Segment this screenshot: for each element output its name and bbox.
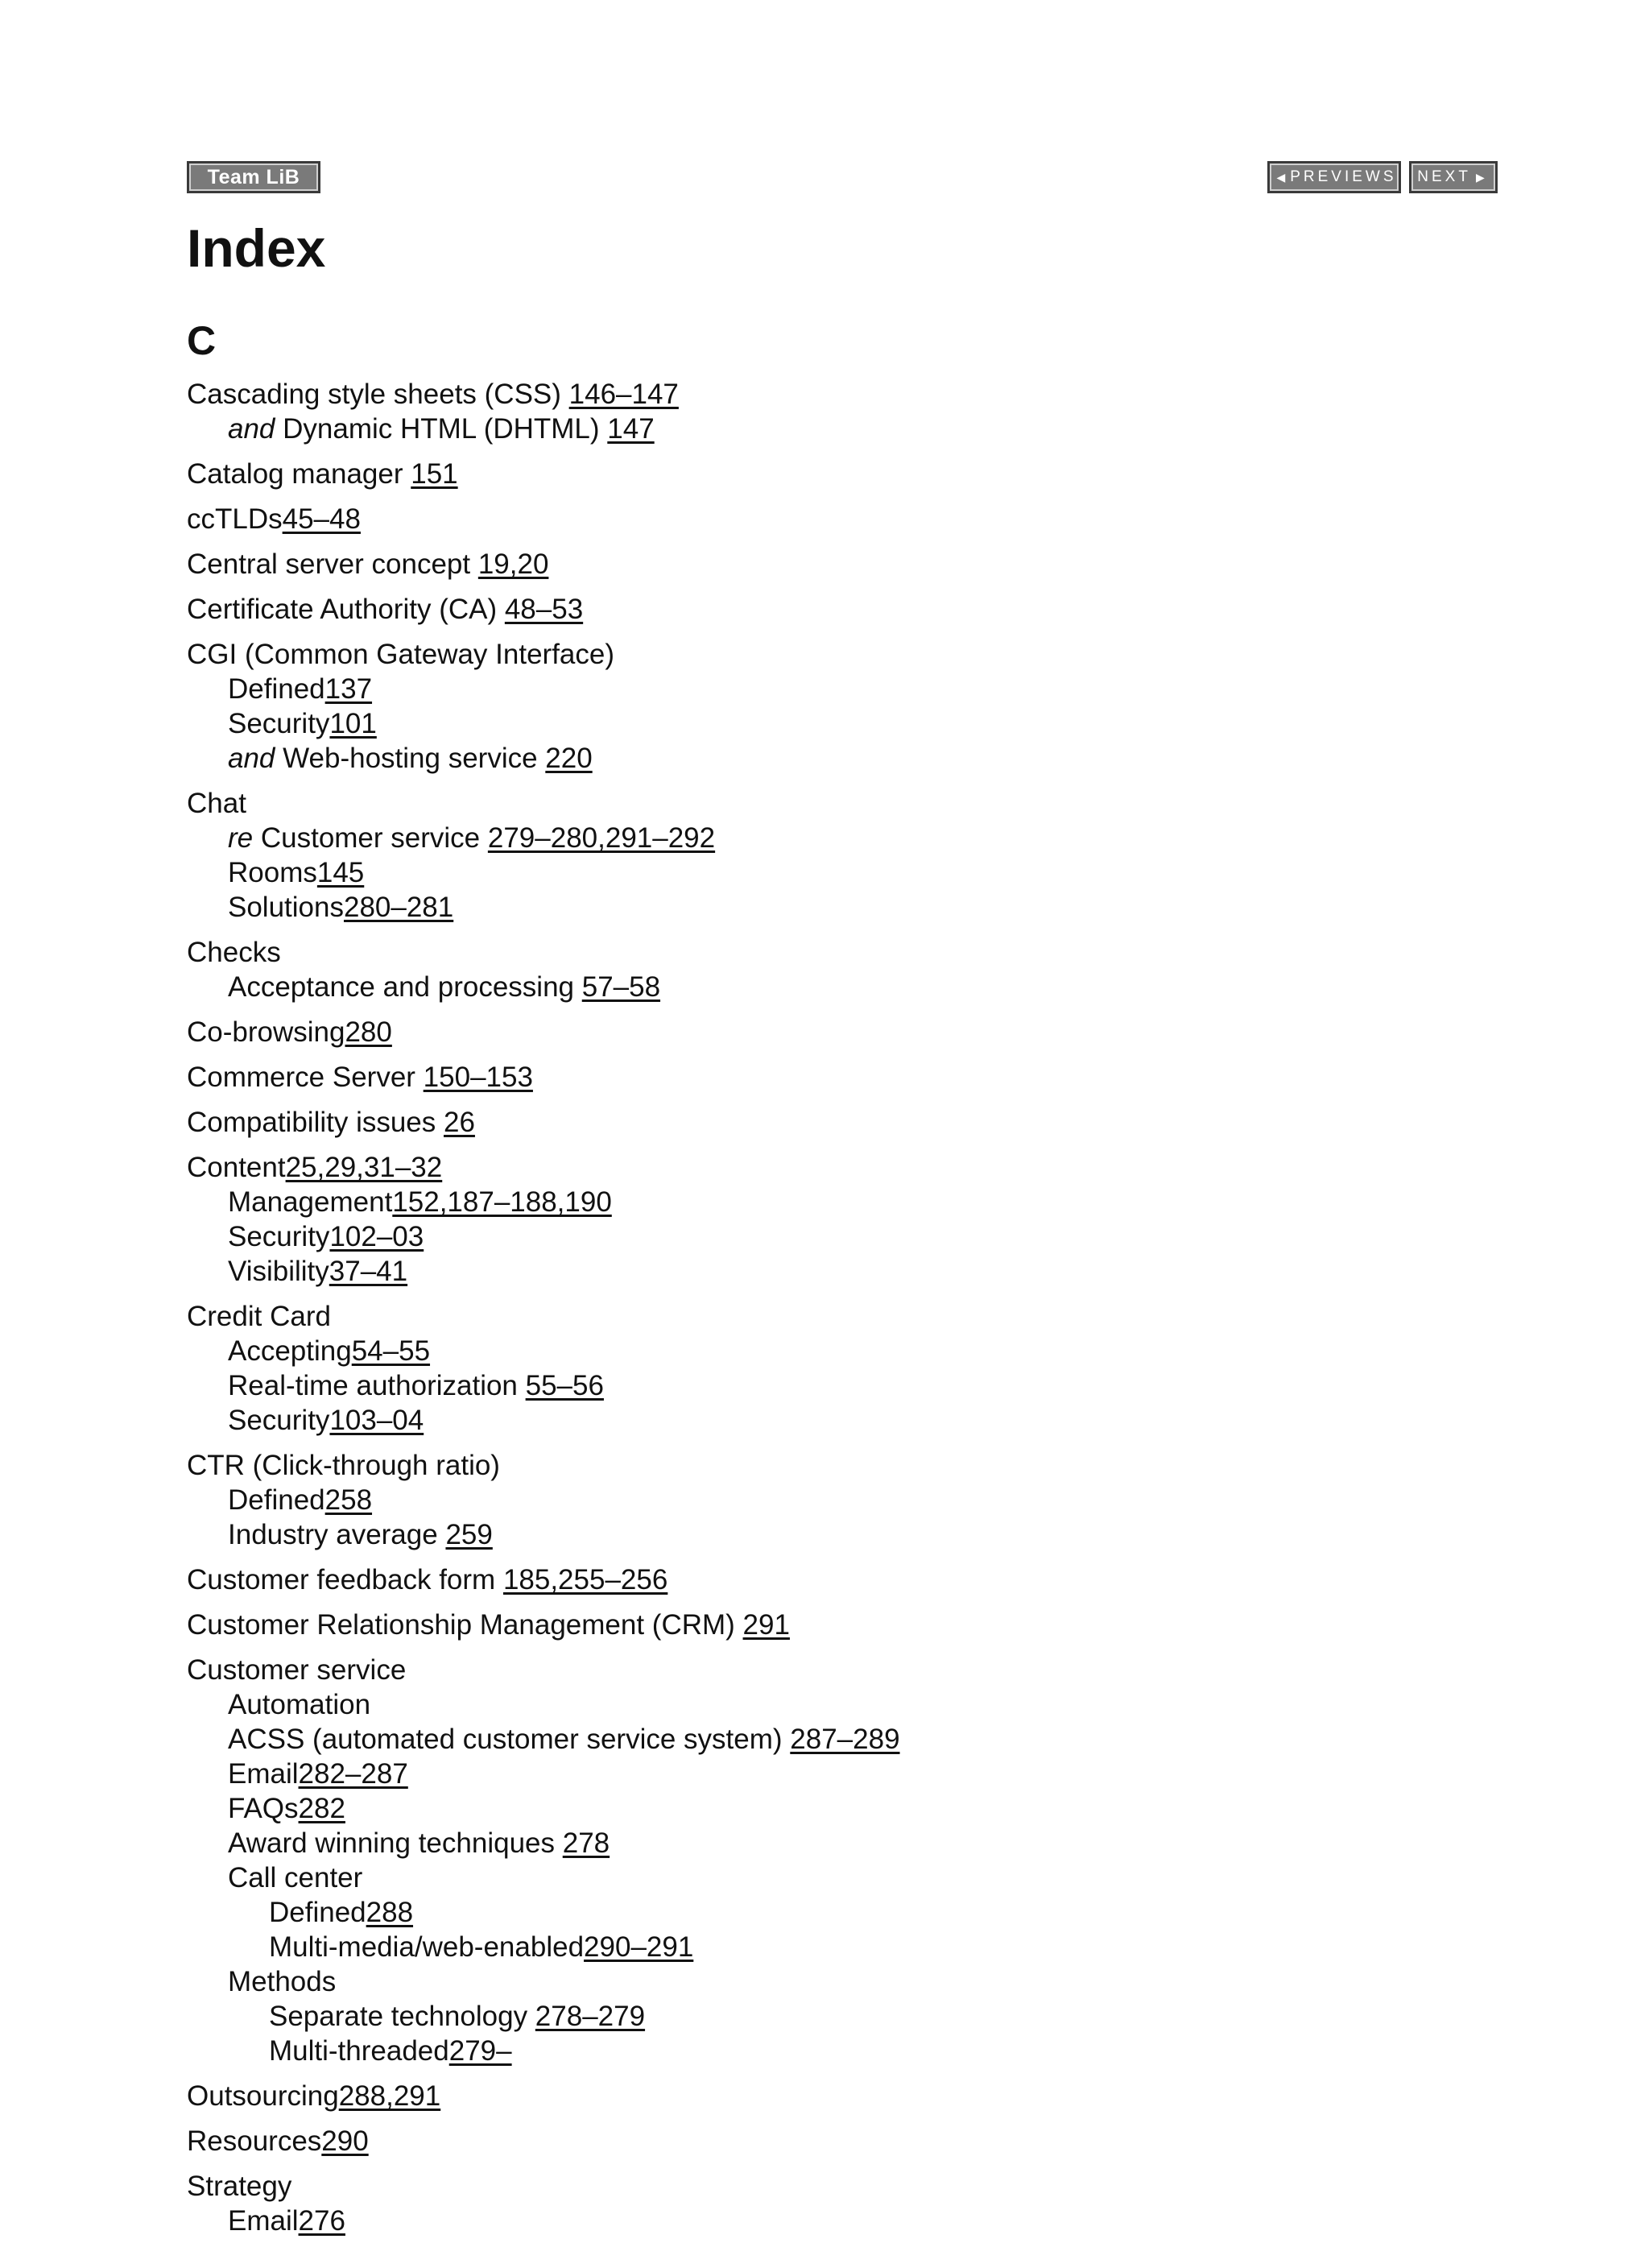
index-line <box>187 547 1491 581</box>
navigation-bar <box>187 161 1499 193</box>
entry-text: Visibility <box>228 1256 329 1287</box>
index-subline <box>187 1368 1491 1403</box>
entry-text: Separate technology <box>269 2001 535 2032</box>
index-line <box>187 935 1491 970</box>
index-line <box>187 1562 1491 1597</box>
index-subline <box>187 2034 1491 2068</box>
index-entry <box>187 2124 1491 2158</box>
index-entries <box>187 377 1491 2249</box>
page-link[interactable]: 280 <box>345 1016 392 1048</box>
index-subline <box>187 890 1491 925</box>
index-subline <box>187 706 1491 741</box>
index-entry <box>187 457 1491 491</box>
page-link[interactable]: 37–41 <box>329 1256 408 1287</box>
index-subline <box>187 1757 1491 1791</box>
relation-word: re <box>228 822 254 854</box>
entry-text: Central server concept <box>187 548 478 580</box>
page-link[interactable]: 288 <box>366 1897 414 1928</box>
index-line <box>187 1448 1491 1483</box>
index-subline <box>187 1860 1491 1895</box>
page-link[interactable]: 276 <box>298 2205 345 2237</box>
entry-text: Customer service <box>253 822 488 854</box>
index-line <box>187 2169 1491 2204</box>
index-subline <box>187 1185 1491 1219</box>
page-link[interactable]: 26 <box>444 1107 475 1138</box>
page-link[interactable]: 278 <box>562 1827 610 1859</box>
index-entry <box>187 1015 1491 1049</box>
index-subline <box>187 412 1491 446</box>
index-line <box>187 502 1491 536</box>
index-subline <box>187 1791 1491 1826</box>
index-subline <box>187 855 1491 890</box>
page-link[interactable]: 290 <box>321 2125 369 2157</box>
index-entry <box>187 592 1491 627</box>
index-subline <box>187 1483 1491 1517</box>
page-link[interactable]: 279–280,291–292 <box>487 822 716 854</box>
index-subline <box>187 2204 1491 2238</box>
index-subline <box>187 821 1491 855</box>
previous-label: PREVIEWS <box>1290 168 1397 185</box>
index-line <box>187 1105 1491 1140</box>
entry-text: Real-time authorization <box>228 1370 526 1401</box>
entry-text: Methods <box>228 1966 337 1997</box>
index-entry <box>187 1105 1491 1140</box>
index-entry <box>187 2169 1491 2238</box>
index-entry <box>187 2079 1491 2113</box>
entry-text: Rooms <box>228 857 317 888</box>
page-link[interactable]: 101 <box>329 708 377 739</box>
previous-button[interactable] <box>1267 161 1401 193</box>
entry-text: Customer feedback form <box>187 1564 503 1595</box>
entry-text: Industry average <box>228 1519 446 1550</box>
index-line <box>187 2079 1491 2113</box>
index-entry <box>187 1299 1491 1438</box>
index-subline <box>187 1930 1491 1964</box>
page-link[interactable]: 259 <box>445 1519 493 1550</box>
page-link[interactable]: 220 <box>545 743 593 774</box>
page-link[interactable]: 288,291 <box>338 2080 441 2112</box>
page-link[interactable]: 152,187–188,190 <box>392 1186 612 1218</box>
page-link[interactable]: 45–48 <box>282 503 361 535</box>
page-link[interactable]: 48–53 <box>504 594 584 625</box>
index-subline <box>187 1895 1491 1930</box>
index-line <box>187 1608 1491 1642</box>
relation-word: and <box>228 413 275 445</box>
index-subline <box>187 1254 1491 1289</box>
entry-text: Commerce Server <box>187 1062 424 1093</box>
entry-text: Email <box>228 2205 299 2237</box>
entry-text: FAQs <box>228 1793 299 1824</box>
index-entry <box>187 786 1491 925</box>
page-link[interactable]: 290–291 <box>584 1931 694 1963</box>
index-line <box>187 1653 1491 1687</box>
entry-text: Content <box>187 1152 286 1183</box>
index-entry <box>187 935 1491 1004</box>
index-line <box>187 377 1491 412</box>
page-link[interactable]: 145 <box>316 857 365 888</box>
entry-text: Acceptance and processing <box>228 971 582 1003</box>
index-line <box>187 1060 1491 1095</box>
entry-text: Defined <box>228 673 325 705</box>
index-entry <box>187 1608 1491 1642</box>
page-link[interactable]: 147 <box>607 413 655 445</box>
page-link[interactable]: 258 <box>324 1484 373 1516</box>
index-line <box>187 637 1491 672</box>
index-subline <box>187 672 1491 706</box>
entry-text: Chat <box>187 788 246 819</box>
index-line <box>187 1299 1491 1334</box>
page-link[interactable]: 291 <box>742 1609 790 1641</box>
index-subline <box>187 741 1491 776</box>
entry-text: Call center <box>228 1862 363 1893</box>
entry-text: Accepting <box>228 1335 352 1367</box>
page-link[interactable]: 282–287 <box>298 1758 408 1790</box>
entry-text: Security <box>228 708 330 739</box>
entry-text: Security <box>228 1221 330 1252</box>
triangle-right-icon: ▶ <box>1475 170 1485 184</box>
index-entry <box>187 1150 1491 1289</box>
index-subline <box>187 1334 1491 1368</box>
entry-text: Management <box>228 1186 393 1218</box>
index-subline <box>187 970 1491 1004</box>
page-link[interactable]: 19,20 <box>477 548 549 580</box>
entry-text: Security <box>228 1405 330 1436</box>
triangle-left-icon: ◀ <box>1276 170 1286 184</box>
entry-text: Web-hosting service <box>275 743 546 774</box>
page-link[interactable]: 278–279 <box>535 2001 646 2032</box>
entry-text: Defined <box>228 1484 325 1516</box>
entry-text: Outsourcing <box>187 2080 339 2112</box>
index-entry <box>187 1653 1491 2068</box>
entry-text: Strategy <box>187 2171 292 2202</box>
index-entry <box>187 502 1491 536</box>
entry-text: Dynamic HTML (DHTML) <box>275 413 608 445</box>
entry-text: Certificate Authority (CA) <box>187 594 505 625</box>
section-letter: C <box>187 318 217 363</box>
entry-text: Catalog manager <box>187 458 411 490</box>
entry-text: Resources <box>187 2125 322 2157</box>
page-link[interactable]: 282 <box>298 1793 345 1824</box>
page-title: Index <box>187 218 326 278</box>
page-link[interactable]: 55–56 <box>525 1370 604 1401</box>
entry-text: CGI (Common Gateway Interface) <box>187 639 614 670</box>
entry-text: Cascading style sheets (CSS) <box>187 379 569 410</box>
page-link[interactable]: 279– <box>448 2035 512 2067</box>
index-subline <box>187 1517 1491 1552</box>
entry-text: Credit Card <box>187 1301 331 1332</box>
index-subline <box>187 1999 1491 2034</box>
index-subline <box>187 1403 1491 1438</box>
index-entry <box>187 377 1491 446</box>
page-link[interactable]: 57–58 <box>581 971 661 1003</box>
page-link[interactable]: 287–289 <box>790 1724 900 1755</box>
page-link[interactable]: 25,29,31–32 <box>285 1152 443 1183</box>
page-link[interactable]: 137 <box>324 673 373 705</box>
page-link[interactable]: 150–153 <box>423 1062 533 1093</box>
index-line <box>187 786 1491 821</box>
entry-text: Multi-threaded <box>269 2035 449 2067</box>
entry-text: Checks <box>187 937 281 968</box>
entry-text: Solutions <box>228 892 344 923</box>
entry-text: Defined <box>269 1897 366 1928</box>
entry-text: Customer service <box>187 1654 407 1686</box>
team-lib-button[interactable] <box>187 161 320 193</box>
index-line <box>187 2124 1491 2158</box>
index-subline <box>187 1964 1491 1999</box>
page-link[interactable]: 102–03 <box>329 1221 424 1252</box>
entry-text: Multi-media/web-enabled <box>269 1931 585 1963</box>
entry-text: Email <box>228 1758 299 1790</box>
index-subline <box>187 1219 1491 1254</box>
page-link[interactable]: 185,255–256 <box>502 1564 668 1595</box>
index-entry <box>187 1060 1491 1095</box>
page-link[interactable]: 54–55 <box>351 1335 431 1367</box>
index-entry <box>187 1448 1491 1552</box>
page-link[interactable]: 103–04 <box>329 1405 424 1436</box>
next-button[interactable] <box>1409 161 1498 193</box>
index-subline <box>187 1722 1491 1757</box>
index-entry <box>187 1562 1491 1597</box>
entry-text: ccTLDs <box>187 503 283 535</box>
index-line <box>187 1015 1491 1049</box>
index-subline <box>187 1687 1491 1722</box>
index-line <box>187 592 1491 627</box>
entry-text: Customer Relationship Management (CRM) <box>187 1609 743 1641</box>
index-entry <box>187 547 1491 581</box>
entry-text: Co-browsing <box>187 1016 345 1048</box>
page-link[interactable]: 151 <box>411 458 458 490</box>
page-link[interactable]: 280–281 <box>343 892 454 923</box>
entry-text: Award winning techniques <box>228 1827 563 1859</box>
entry-text: CTR (Click-through ratio) <box>187 1450 500 1481</box>
entry-text: ACSS (automated customer service system) <box>228 1724 791 1755</box>
relation-word: and <box>228 743 275 774</box>
next-label: NEXT <box>1417 168 1471 185</box>
index-line <box>187 457 1491 491</box>
index-subline <box>187 1826 1491 1860</box>
page-link[interactable]: 146–147 <box>568 379 679 410</box>
index-line <box>187 1150 1491 1185</box>
index-entry <box>187 637 1491 776</box>
entry-text: Automation <box>228 1689 371 1720</box>
team-lib-label: Team LiB <box>207 165 300 188</box>
entry-text: Compatibility issues <box>187 1107 444 1138</box>
